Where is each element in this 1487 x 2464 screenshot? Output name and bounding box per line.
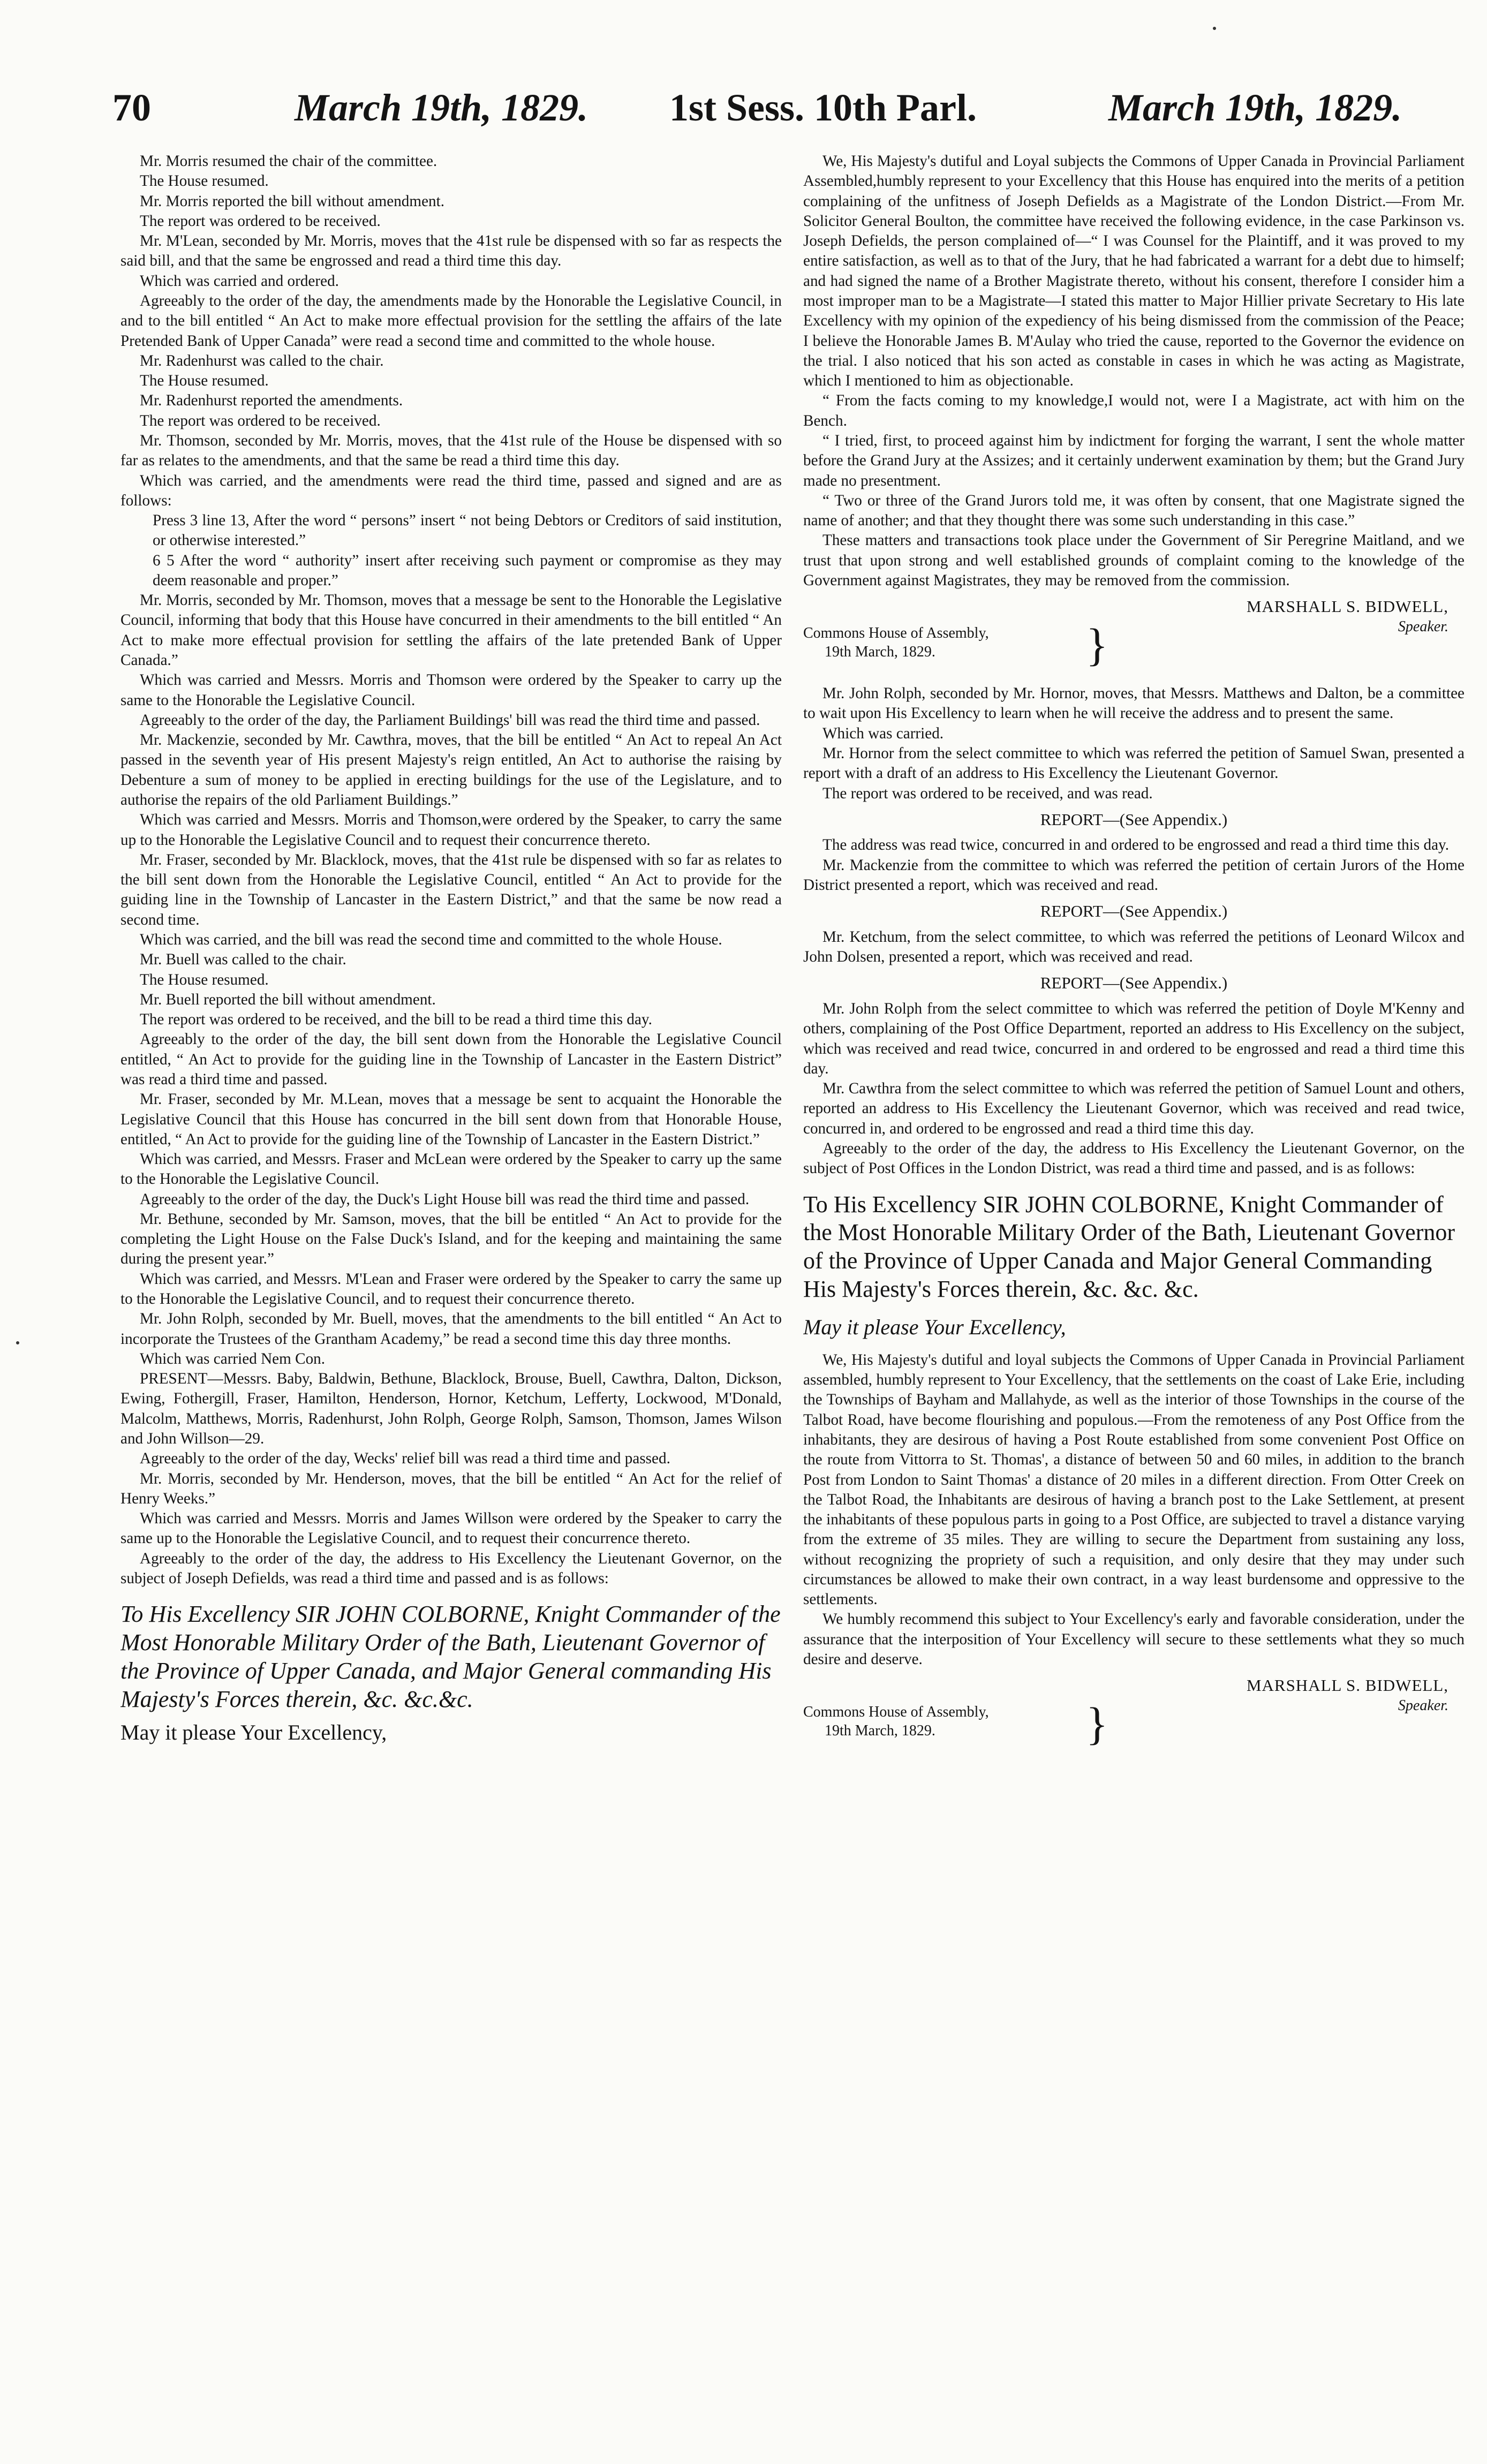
paragraph: Which was carried, and Messrs. Fraser and McLean were ordered by the Speaker to carry up the same to the Honorable the Legislative Council. bbox=[120, 1151, 782, 1188]
paragraph: Mr. Buell reported the bill without amendment. bbox=[140, 991, 436, 1008]
brace-glyph: } bbox=[1086, 619, 1108, 671]
paragraph: The House resumed. bbox=[140, 372, 269, 390]
paragraph: Mr. Buell was called to the chair. bbox=[140, 951, 346, 969]
paragraph: Agreeably to the order of the day, Wecks' relief bill was read a third time and passed. bbox=[140, 1450, 670, 1468]
ink-speck bbox=[16, 1341, 19, 1344]
paragraph: Mr. Radenhurst reported the amendments. bbox=[140, 392, 403, 410]
paragraph: The report was ordered to be received, and the bill to be read a third time this day. bbox=[140, 1011, 652, 1029]
paragraph: Mr. Mackenzie from the committee to which was referred the petition of certain Jurors of the Home District presented a report, which was received and read. bbox=[803, 856, 1465, 894]
paragraph: Agreeably to the order of the day, the address to His Excellency the Lieutenant Governor, on the subject of Post Offices in the London District, was read a third time and passed, and is as follows: bbox=[803, 1139, 1465, 1177]
paragraph: Mr. Morris reported the bill without amendment. bbox=[140, 192, 445, 210]
paragraph: Mr. Bethune, seconded by Mr. Samson, moves, that the bill be entitled “ An Act to provide for the completing the Light House on the False Duck's Island, and for the keeping and maintaining the same during the present year.” bbox=[120, 1210, 782, 1268]
paragraph: Mr. Mackenzie, seconded by Mr. Cawthra, moves, that the bill be entitled “ An Act to repeal An Act passed in the seventh year of His present Majesty's reign entitled, An Act to authorise the raising by Debenture a sum of money to be applied in erecting buildings for the use of the Legislature, and to authorise the repairs of the old Parliament Buildings.” bbox=[120, 731, 782, 808]
brace-glyph: } bbox=[1086, 1698, 1108, 1750]
paragraph: Which was carried and Messrs. Morris and Thomson were ordered by the Speaker to carry up the same to the Honorable the Legislative Council. bbox=[120, 671, 782, 709]
ink-speck bbox=[1213, 27, 1216, 30]
paragraph: Mr. Hornor from the select committee to which was referred the petition of Samuel Swan, presented a report with a draft of an address to His Excellency the Lieutenant Governor. bbox=[803, 745, 1465, 782]
header-date-right: March 19th, 1829. bbox=[1108, 86, 1402, 129]
paragraph: Which was carried, and the amendments were read the third time, passed and signed and are as follows: bbox=[120, 472, 782, 509]
salutation: May it please Your Excellency, bbox=[803, 1314, 1066, 1339]
amendment-line: 6 5 After the word “ authority” insert after receiving such payment or compromise as they may deem reasonable and proper.” bbox=[153, 551, 782, 589]
signature-date: 19th March, 1829. bbox=[825, 1722, 935, 1740]
paragraph: Mr. Morris, seconded by Mr. Henderson, moves, that the bill be entitled “ An Act for the relief of Henry Weeks.” bbox=[120, 1470, 782, 1507]
paragraph: The report was ordered to be received, and was read. bbox=[822, 784, 1153, 802]
paragraph: We, His Majesty's dutiful and Loyal subjects the Commons of Upper Canada in Provincial Parliament Assembled,humbly represent to your Excellency that this House has enquired into the merits of a petition complaining of the unfitness of Joseph Defields as a Magistrate of the London District.—From Mr. Solicitor General Boulton, the committee have received the following evidence, in the case Parkinson vs. Joseph Defields, the person complained of—“ I was Counsel for the Plaintiff, and it was proved to my entire satisfaction, as well as to that of the Jury, that he had fabricated a warrant for a debt due to himself; and had signed the name of a Brother Magistrate thereto, without his consent, therefore I consider him a most improper man to be a Magistrate—I stated this matter to Major Hillier private Secretary to His late Excellency with my opinion of the expediency of his being dismissed from the commission of the Peace; I believe the Honorable James B. M'Aulay who tried the cause, reported to the Governor the evidence on the trial. I also noticed that his son acted as constable in cases in which he was acting as Magistrate, which I mentioned to him as objectionable. bbox=[803, 153, 1465, 390]
paragraph: Agreeably to the order of the day, the address to His Excellency the Lieutenant Governor, on the subject of Joseph Defields, was read a third time and passed and is as follows: bbox=[120, 1550, 782, 1587]
paragraph: Which was carried and Messrs. Morris and Thomson,were ordered by the Speaker, to carry the same up to the Honorable the Legislative Council and to request their concurrence thereto. bbox=[120, 811, 782, 849]
signature-place bbox=[803, 1703, 1082, 1740]
paragraph: Agreeably to the order of the day, the bill sent down from the Honorable the Legislative Council entitled, “ An Act to provide for the guiding line in the Township of Lancaster in the Eastern District” was read a third time and passed. bbox=[120, 1031, 782, 1088]
signature-block bbox=[803, 596, 1465, 676]
paragraph: Mr. Fraser, seconded by Mr. M.Lean, moves that a message be sent to acquaint the Honorable the Legislative Council that this House has concurred in the bill sent down from that Honorable House, entitled, “ An Act to provide for the guiding line of the Township of Lancaster in the Eastern District.” bbox=[120, 1091, 782, 1148]
paragraph: Which was carried. bbox=[822, 724, 944, 742]
paragraph: Which was carried, and Messrs. M'Lean and Fraser were ordered by the Speaker to carry the same up to the Honorable the Legislative Council, and to request their concurrence thereto. bbox=[120, 1270, 782, 1308]
paragraph: Mr. Thomson, seconded by Mr. Morris, moves, that the 41st rule of the House be dispensed with so far as relates to the amendments, and that the same be read a third time this day. bbox=[120, 432, 782, 470]
right-column bbox=[803, 152, 1465, 2432]
address-heading: To His Excellency SIR JOHN COLBORNE, Knight Commander of the Most Honorable Military Order of the Bath, Lieutenant Governor of the Province of Upper Canada, and Major General commanding His Majesty's Forces therein, &c. &c.&c. bbox=[120, 1601, 781, 1712]
paragraph: Mr. M'Lean, seconded by Mr. Morris, moves that the 41st rule be dispensed with so far as respects the said bill, and that the same be engrossed and read a third time this day. bbox=[120, 232, 782, 270]
report-heading: REPORT—(See Appendix.) bbox=[1040, 902, 1228, 921]
header-session: 1st Sess. 10th Parl. bbox=[669, 86, 977, 129]
page-header bbox=[112, 86, 1419, 150]
paragraph: Mr. Cawthra from the select committee to which was referred the petition of Samuel Lount and others, reported an address to His Excellency the Lieutenant Governor, which was received and read twice, concurred in, and ordered to be engrossed and read a third time this day. bbox=[803, 1080, 1465, 1137]
paragraph: Which was carried and Messrs. Morris and James Willson were ordered by the Speaker to carry the same up to the Honorable the Legislative Council, and to request their concurrence thereto. bbox=[120, 1510, 782, 1547]
paragraph: Agreeably to the order of the day, the amendments made by the Honorable the Legislative Council, in and to the bill entitled “ An Act to make more effectual provision for the settling the affairs of the late Pretended Bank of Upper Canada” were read a second time and committed to the whole house. bbox=[120, 292, 782, 350]
signatory-title: Speaker. bbox=[1398, 1697, 1448, 1714]
paragraph: The House resumed. bbox=[140, 971, 269, 988]
left-column bbox=[120, 152, 782, 2432]
page-number: 70 bbox=[112, 86, 151, 129]
paragraph: The report was ordered to be received. bbox=[140, 212, 381, 230]
paragraph: Agreeably to the order of the day, the Duck's Light House bill was read the third time and passed. bbox=[140, 1190, 750, 1208]
signatory-name: MARSHALL S. BIDWELL, bbox=[1246, 597, 1448, 616]
paragraph: Mr. John Rolph from the select committee to which was referred the petition of Doyle M'Kenny and others, complaining of the Post Office Department, reported an address to His Excellency on the subject, which was received and read twice, concurred in and ordered to be engrossed and read a third time this day. bbox=[803, 1000, 1465, 1077]
paragraph: “ I tried, first, to proceed against him by indictment for forging the warrant, I sent the whole matter before the Grand Jury at the Assizes; and it certainly underwent examination by them; but the Grand Jury made no presentment. bbox=[803, 432, 1465, 489]
paragraph: Which was carried Nem Con. bbox=[140, 1350, 326, 1367]
paragraph: Mr. Morris resumed the chair of the committee. bbox=[140, 153, 437, 170]
paragraph: Mr. John Rolph, seconded by Mr. Hornor, moves, that Messrs. Matthews and Dalton, be a committee to wait upon His Excellency to learn when he will receive the address and to present the same. bbox=[803, 685, 1465, 722]
paragraph: The House resumed. bbox=[140, 172, 269, 190]
paragraph: The address was read twice, concurred in and ordered to be engrossed and read a third time this day. bbox=[822, 836, 1450, 854]
salutation: May it please Your Excellency, bbox=[120, 1720, 387, 1745]
paragraph: Mr. Ketchum, from the select committee, to which was referred the petitions of Leonard Wilcox and John Dolsen, presented a report, which was received and read. bbox=[803, 928, 1465, 966]
signatory-name: MARSHALL S. BIDWELL, bbox=[1246, 1676, 1448, 1695]
paragraph: PRESENT—Messrs. Baby, Baldwin, Bethune, Blacklock, Brouse, Buell, Cawthra, Dalton, Dickson, Ewing, Fothergill, Fraser, Hamilton, Henderson, Hornor, Ketchum, Lefferty, Lockwood, M'Donald, Malcolm, Matthews, Morris, Radenhurst, John Rolph, George Rolph, Samson, Thomson, James Wilson and John Willson—29. bbox=[120, 1370, 782, 1447]
paragraph: Which was carried and ordered. bbox=[140, 272, 339, 290]
signatory-title: Speaker. bbox=[1398, 618, 1448, 636]
paragraph: Mr. John Rolph, seconded by Mr. Buell, moves, that the amendments to the bill entitled “ An Act to incorporate the Trustees of the Grantham Academy,” be read a second time this day three months. bbox=[120, 1310, 782, 1348]
amendment-line: Press 3 line 13, After the word “ persons” insert “ not being Debtors or Creditors of said institution, or otherwise interested.” bbox=[153, 512, 782, 549]
paragraph: We, His Majesty's dutiful and loyal subjects the Commons of Upper Canada in Provincial Parliament assembled, humbly represent to Your Excellency, that the settlements on the coast of Lake Erie, including the Townships of Bayham and Mallahyde, as well as the interior of those Townships in the course of the Talbot Road, have become flourishing and populous.—From the remoteness of any Post Office from the inhabitants, they are desirous of having a Post Route established from some convenient Post Office on the route from Vittorra to St. Thomas', a distance of between 50 and 60 miles, in addition to the branch Post from London to Saint Thomas' a distance of 20 miles in a different direction. From Otter Creek on the Talbot Road, the Inhabitants are desirous of having a branch post to the Lake Settlement, at present the inhabitants of these populous parts in going to a Post Office, are subjected to travel a distance varying from the extreme of 35 miles. They are willing to secure the Department from sustaining any loss, without recognizing the propriety of such a requisition, and only desire that they may under such circumstances be allowed to make their own contract, in a way least burdensome and oppressive to the settlements. bbox=[803, 1351, 1465, 1608]
header-date-left: March 19th, 1829. bbox=[295, 86, 588, 129]
paragraph: We humbly recommend this subject to Your Excellency's early and favorable consideration, under the assurance that the interposition of Your Excellency will secure to these settlements what they so much desire and deserve. bbox=[803, 1611, 1465, 1668]
signature-house: Commons House of Assembly, bbox=[803, 1704, 989, 1721]
signature-place bbox=[803, 624, 1082, 661]
report-heading: REPORT—(See Appendix.) bbox=[1040, 973, 1228, 993]
paragraph: These matters and transactions took place under the Government of Sir Peregrine Maitland, and we trust that upon strong and well established grounds of complaint coming to the knowledge of the Government against Magistrates, they may be removed from the commission. bbox=[803, 532, 1465, 589]
signature-block bbox=[803, 1675, 1465, 1755]
signature-house: Commons House of Assembly, bbox=[803, 625, 989, 642]
paragraph: Which was carried, and the bill was read the second time and committed to the whole House. bbox=[140, 931, 722, 948]
report-heading: REPORT—(See Appendix.) bbox=[1040, 810, 1228, 829]
address-heading: To His Excellency SIR JOHN COLBORNE, Knight Commander of the Most Honorable Military Order of the Bath, Lieutenant Governor of the Province of Upper Canada and Major General Commanding His Majesty's Forces therein, &c. &c. &c. bbox=[803, 1191, 1455, 1302]
paragraph: Mr. Morris, seconded by Mr. Thomson, moves that a message be sent to the Honorable the Legislative Council, informing that body that this House have concurred in their amendments to the bill entitled “ An Act to make more effectual provision for settling the affairs of the late pretended Bank of Upper Canada.” bbox=[120, 592, 782, 669]
paragraph: Mr. Fraser, seconded by Mr. Blacklock, moves, that the 41st rule be dispensed with so far as relates to the bill sent down from the Honorable the Legislative Council, entitled “ An Act to provide for the guiding line in the Township of Lancaster in the Eastern District,” and that the same be now read a second time. bbox=[120, 851, 782, 928]
paragraph: “ From the facts coming to my knowledge,I would not, were I a Magistrate, act with him on the Bench. bbox=[803, 392, 1465, 429]
paragraph: Mr. Radenhurst was called to the chair. bbox=[140, 352, 384, 369]
paragraph: The report was ordered to be received. bbox=[140, 412, 381, 429]
signature-date: 19th March, 1829. bbox=[825, 644, 935, 661]
paragraph: “ Two or three of the Grand Jurors told me, it was often by consent, that one Magistrate signed the name of another; and that they thought there was some such understanding in this case.” bbox=[803, 492, 1465, 530]
paragraph: Agreeably to the order of the day, the Parliament Buildings' bill was read the third time and passed. bbox=[140, 711, 760, 729]
